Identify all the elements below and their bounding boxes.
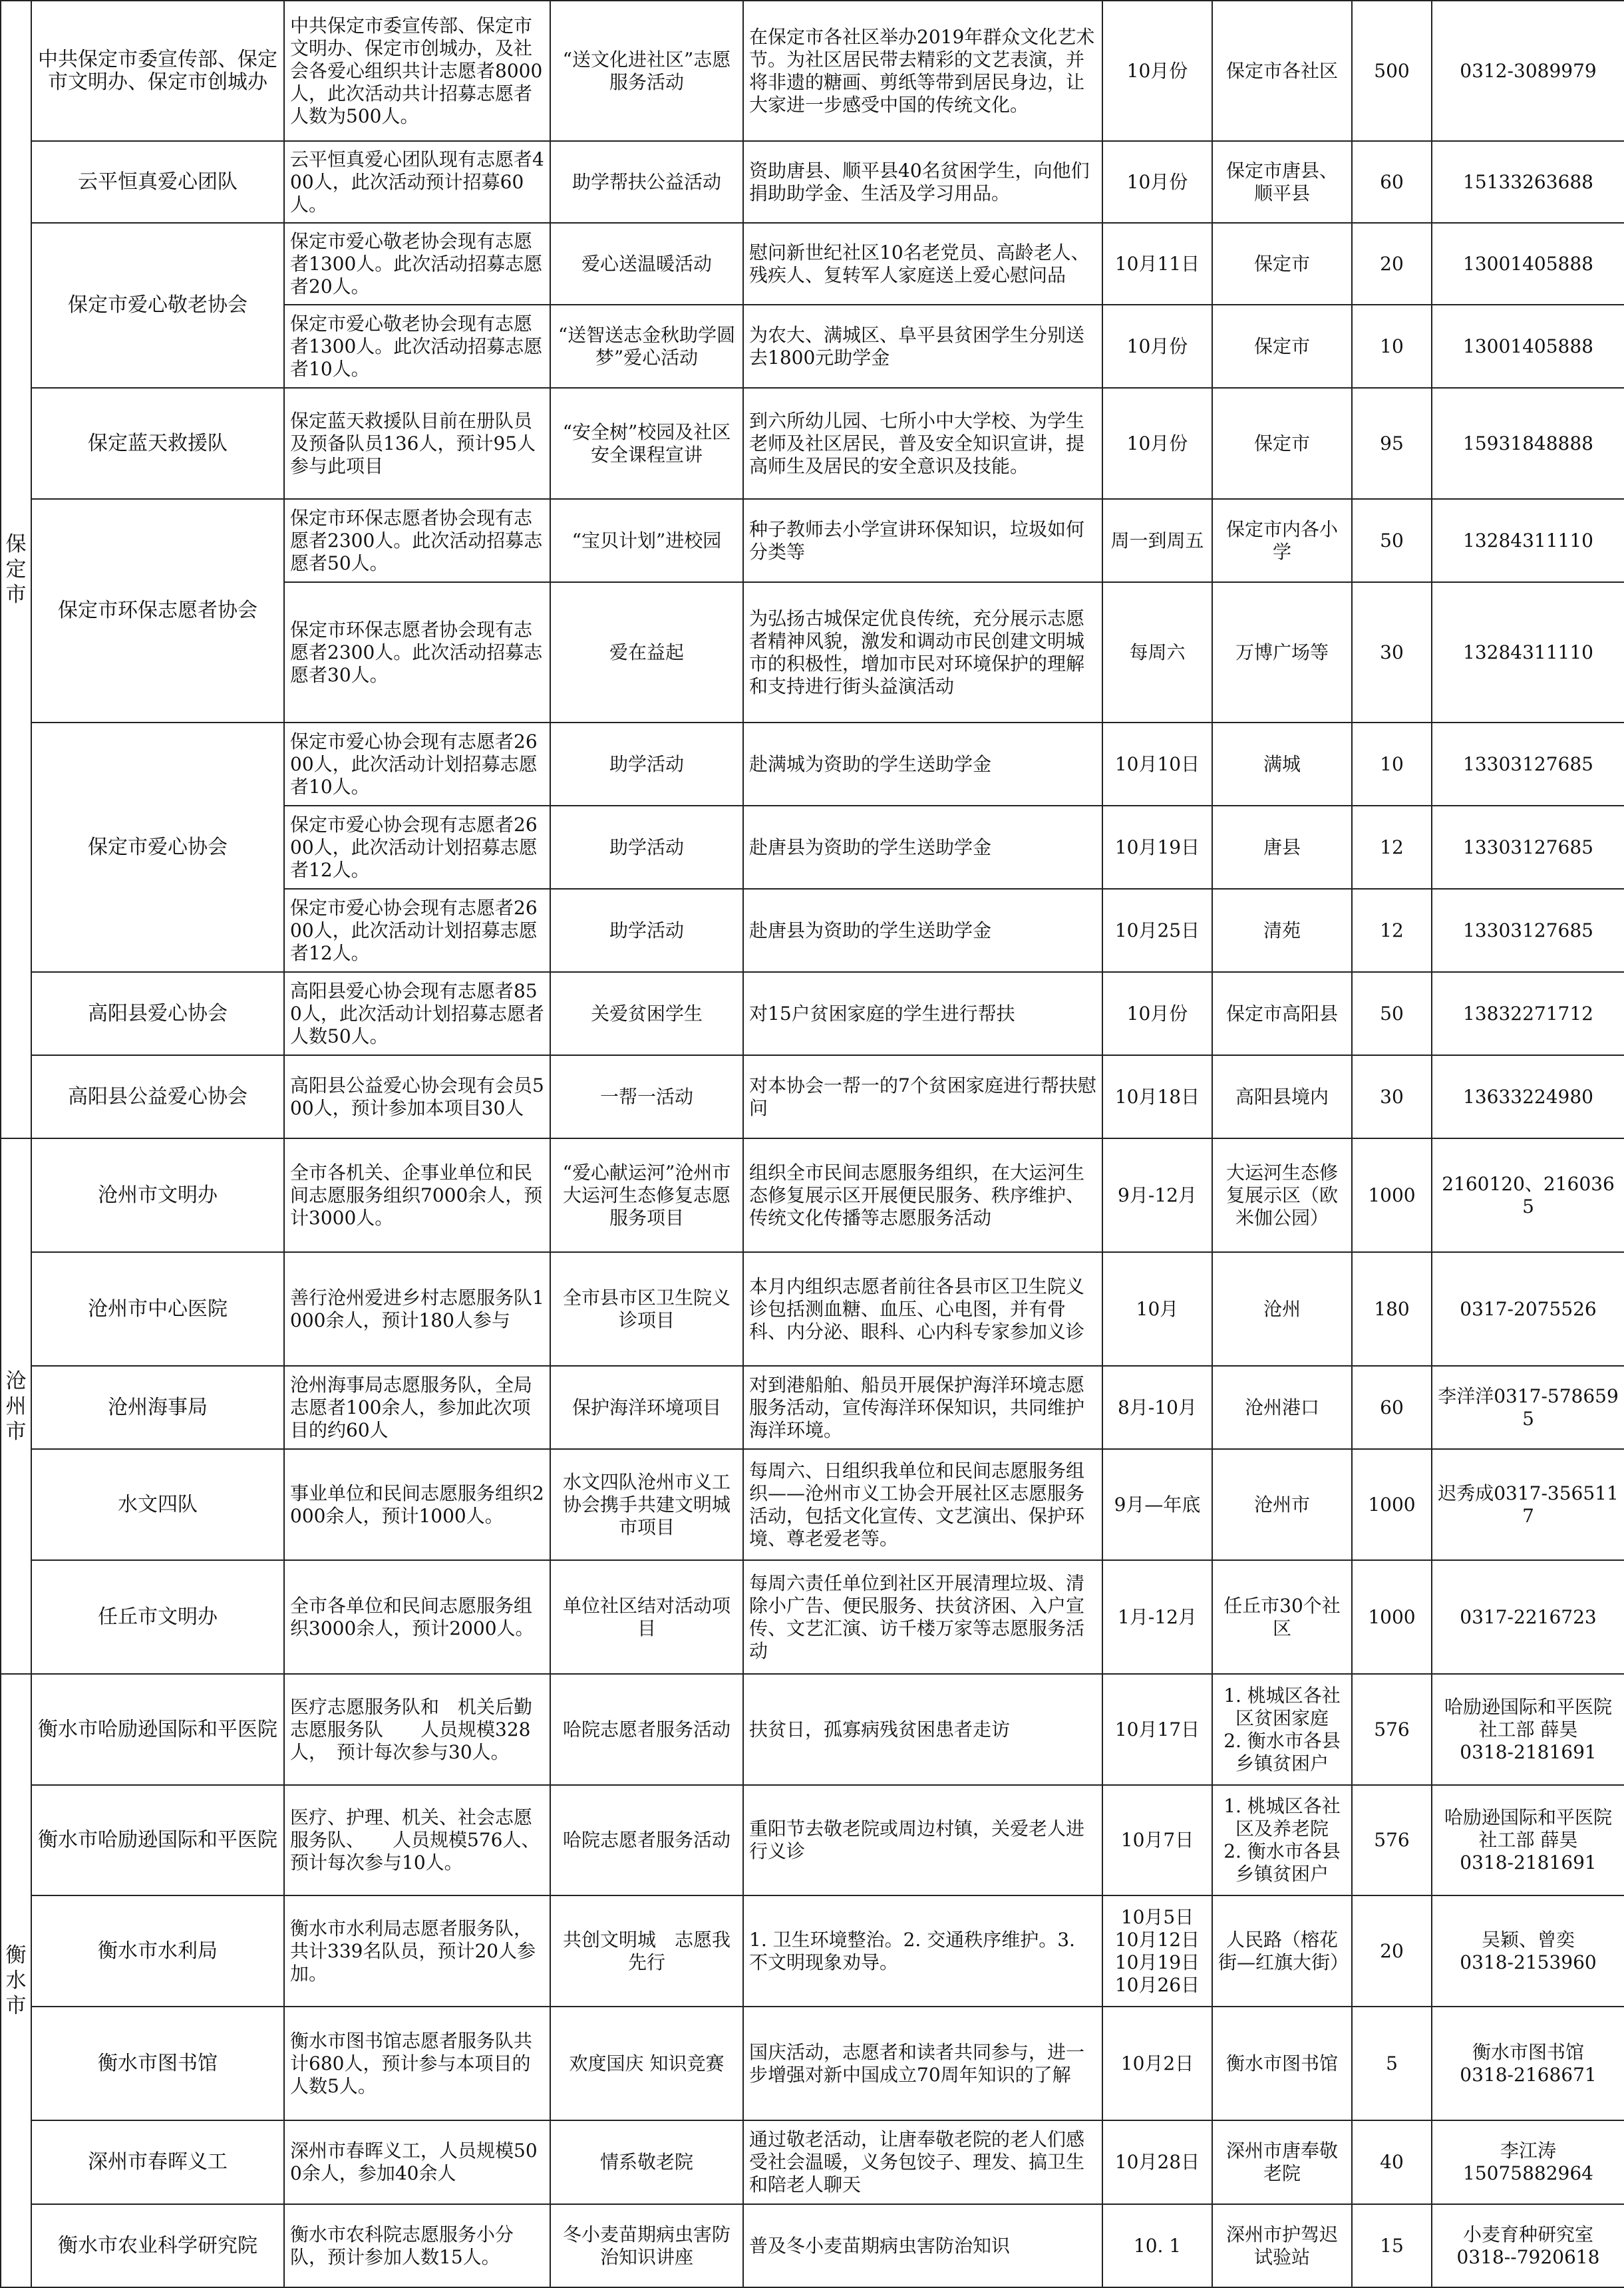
- city-cell: 衡 水 市: [1, 1674, 31, 2287]
- volunteer-scale-cell: 全市各单位和民间志愿服务组织3000余人，预计2000人。: [284, 1560, 550, 1674]
- participant-count-cell: 576: [1352, 1674, 1432, 1785]
- activity-content-cell: 普及冬小麦苗期病虫害防治知识: [743, 2204, 1102, 2287]
- location-cell: 保定市: [1212, 305, 1352, 388]
- volunteer-scale-cell: 保定市爱心敬老协会现有志愿者1300人。此次活动招募志愿者10人。: [284, 305, 550, 388]
- activity-time-cell: 10月2日: [1102, 2007, 1212, 2120]
- table-row: [1, 723, 1624, 806]
- project-name-cell: 爱心送温暖活动: [550, 223, 743, 305]
- project-name-cell: 全市县市区卫生院义诊项目: [550, 1252, 743, 1366]
- participant-count-cell: 12: [1352, 806, 1432, 889]
- contact-cell: 0312-3089979: [1432, 1, 1624, 141]
- project-name-cell: 助学帮扶公益活动: [550, 141, 743, 223]
- location-cell: 人民路（榕花街—红旗大街）: [1212, 1895, 1352, 2007]
- table-row: [1, 972, 1624, 1055]
- location-cell: 保定市唐县、顺平县: [1212, 141, 1352, 223]
- volunteer-scale-cell: 保定市爱心协会现有志愿者2600人，此次活动计划招募志愿者12人。: [284, 889, 550, 972]
- activity-time-cell: 8月-10月: [1102, 1366, 1212, 1449]
- location-cell: 沧州港口: [1212, 1366, 1352, 1449]
- participant-count-cell: 15: [1352, 2204, 1432, 2287]
- table-row: [1, 1366, 1624, 1449]
- org-name-cell: 沧州市文明办: [31, 1138, 284, 1252]
- volunteer-scale-cell: 高阳县爱心协会现有志愿者850人，此次活动计划招募志愿者人数50人。: [284, 972, 550, 1055]
- location-cell: 沧州市: [1212, 1449, 1352, 1560]
- activity-time-cell: 1月-12月: [1102, 1560, 1212, 1674]
- activity-content-cell: 通过敬老活动，让唐奉敬老院的老人们感受社会温暖，义务包饺子、理发、搞卫生和陪老人聊天: [743, 2120, 1102, 2204]
- contact-cell: 0317-2075526: [1432, 1252, 1624, 1366]
- org-name-cell: 水文四队: [31, 1449, 284, 1560]
- participant-count-cell: 1000: [1352, 1138, 1432, 1252]
- table-row: [1, 1, 1624, 141]
- location-cell: 保定市: [1212, 388, 1352, 499]
- activity-time-cell: 10月5日 10月12日 10月19日 10月26日: [1102, 1895, 1212, 2007]
- contact-cell: 13303127685: [1432, 723, 1624, 806]
- org-name-cell: 高阳县公益爱心协会: [31, 1055, 284, 1138]
- activity-time-cell: 周一到周五: [1102, 499, 1212, 582]
- volunteer-scale-cell: 深州市春晖义工，人员规模500余人，参加40余人: [284, 2120, 550, 2204]
- project-name-cell: 助学活动: [550, 806, 743, 889]
- project-name-cell: “爱心献运河”沧州市大运河生态修复志愿服务项目: [550, 1138, 743, 1252]
- table-row: [1, 1674, 1624, 1785]
- contact-cell: 哈励逊国际和平医院 社工部 薛昊 0318-2181691: [1432, 1785, 1624, 1895]
- activity-content-cell: 组织全市民间志愿服务组织，在大运河生态修复展示区开展便民服务、秩序维护、传统文化传播等志愿服务活动: [743, 1138, 1102, 1252]
- participant-count-cell: 576: [1352, 1785, 1432, 1895]
- volunteer-scale-cell: 善行沧州爱进乡村志愿服务队1000余人，预计180人参与: [284, 1252, 550, 1366]
- participant-count-cell: 1000: [1352, 1449, 1432, 1560]
- participant-count-cell: 60: [1352, 141, 1432, 223]
- activity-time-cell: 10月25日: [1102, 889, 1212, 972]
- table-row: [1, 1560, 1624, 1674]
- location-cell: 1. 桃城区各社区及养老院 2. 衡水市各县乡镇贫困户: [1212, 1785, 1352, 1895]
- location-cell: 大运河生态修复展示区（欧米伽公园）: [1212, 1138, 1352, 1252]
- location-cell: 高阳县境内: [1212, 1055, 1352, 1138]
- project-name-cell: 共创文明城 志愿我先行: [550, 1895, 743, 2007]
- contact-cell: 小麦育种研究室 0318--7920618: [1432, 2204, 1624, 2287]
- participant-count-cell: 20: [1352, 223, 1432, 305]
- activity-time-cell: 10月11日: [1102, 223, 1212, 305]
- activity-content-cell: 慰问新世纪社区10名老党员、高龄老人、残疾人、复转军人家庭送上爱心慰问品: [743, 223, 1102, 305]
- city-cell: 保 定 市: [1, 1, 31, 1138]
- contact-cell: 迟秀成0317-3565117: [1432, 1449, 1624, 1560]
- table-body: [1, 1, 1624, 2287]
- activity-time-cell: 10月10日: [1102, 723, 1212, 806]
- participant-count-cell: 40: [1352, 2120, 1432, 2204]
- location-cell: 保定市: [1212, 223, 1352, 305]
- volunteer-scale-cell: 事业单位和民间志愿服务组织2000余人，预计1000人。: [284, 1449, 550, 1560]
- location-cell: 深州市护驾迟试验站: [1212, 2204, 1352, 2287]
- activity-time-cell: 10月份: [1102, 972, 1212, 1055]
- table-row: [1, 499, 1624, 582]
- contact-cell: 13633224980: [1432, 1055, 1624, 1138]
- location-cell: 满城: [1212, 723, 1352, 806]
- activity-content-cell: 种子教师去小学宣讲环保知识，垃圾如何分类等: [743, 499, 1102, 582]
- activity-time-cell: 10月份: [1102, 141, 1212, 223]
- activity-content-cell: 本月内组织志愿者前往各县市区卫生院义诊包括测血糖、血压、心电图，并有骨科、内分泌、眼科、心内科专家参加义诊: [743, 1252, 1102, 1366]
- location-cell: 万博广场等: [1212, 582, 1352, 723]
- contact-cell: 15133263688: [1432, 141, 1624, 223]
- org-name-cell: 高阳县爱心协会: [31, 972, 284, 1055]
- activity-content-cell: 到六所幼儿园、七所小中大学校、为学生老师及社区居民，普及安全知识宣讲，提高师生及居民的安全意识及技能。: [743, 388, 1102, 499]
- volunteer-scale-cell: 衡水市水利局志愿者服务队，共计339名队员，预计20人参加。: [284, 1895, 550, 2007]
- participant-count-cell: 10: [1352, 305, 1432, 388]
- location-cell: 保定市高阳县: [1212, 972, 1352, 1055]
- activity-content-cell: 资助唐县、顺平县40名贫困学生，向他们捐助助学金、生活及学习用品。: [743, 141, 1102, 223]
- org-name-cell: 任丘市文明办: [31, 1560, 284, 1674]
- location-cell: 任丘市30个社区: [1212, 1560, 1352, 1674]
- contact-cell: 0317-2216723: [1432, 1560, 1624, 1674]
- table-row: [1, 2120, 1624, 2204]
- contact-cell: 衡水市图书馆 0318-2168671: [1432, 2007, 1624, 2120]
- org-name-cell: 保定市爱心敬老协会: [31, 223, 284, 388]
- volunteer-scale-cell: 沧州海事局志愿服务队，全局志愿者100余人，参加此次项目的约60人: [284, 1366, 550, 1449]
- project-name-cell: 单位社区结对活动项目: [550, 1560, 743, 1674]
- project-name-cell: 欢度国庆 知识竞赛: [550, 2007, 743, 2120]
- activity-content-cell: 赴唐县为资助的学生送助学金: [743, 889, 1102, 972]
- activity-content-cell: 对本协会一帮一的7个贫困家庭进行帮扶慰问: [743, 1055, 1102, 1138]
- participant-count-cell: 1000: [1352, 1560, 1432, 1674]
- activity-time-cell: 10月28日: [1102, 2120, 1212, 2204]
- org-name-cell: 云平恒真爱心团队: [31, 141, 284, 223]
- participant-count-cell: 180: [1352, 1252, 1432, 1366]
- activity-time-cell: 10月19日: [1102, 806, 1212, 889]
- volunteer-scale-cell: 医疗、护理、机关、社会志愿服务队、 人员规模576人、 预计每次参与10人。: [284, 1785, 550, 1895]
- table-row: [1, 1055, 1624, 1138]
- table-row: [1, 2007, 1624, 2120]
- participant-count-cell: 30: [1352, 1055, 1432, 1138]
- table-row: [1, 1138, 1624, 1252]
- participant-count-cell: 30: [1352, 582, 1432, 723]
- contact-cell: 2160120、2160365: [1432, 1138, 1624, 1252]
- participant-count-cell: 50: [1352, 499, 1432, 582]
- org-name-cell: 保定蓝天救援队: [31, 388, 284, 499]
- project-name-cell: “安全树”校园及社区安全课程宣讲: [550, 388, 743, 499]
- table-row: [1, 1895, 1624, 2007]
- volunteer-scale-cell: 全市各机关、企事业单位和民间志愿服务组织7000余人，预计3000人。: [284, 1138, 550, 1252]
- contact-cell: 13303127685: [1432, 889, 1624, 972]
- participant-count-cell: 60: [1352, 1366, 1432, 1449]
- project-name-cell: 爱在益起: [550, 582, 743, 723]
- org-name-cell: 沧州市中心医院: [31, 1252, 284, 1366]
- contact-cell: 李洋洋0317-5786595: [1432, 1366, 1624, 1449]
- activity-content-cell: 扶贫日，孤寡病残贫困患者走访: [743, 1674, 1102, 1785]
- org-name-cell: 保定市环保志愿者协会: [31, 499, 284, 723]
- org-name-cell: 衡水市哈励逊国际和平医院: [31, 1674, 284, 1785]
- project-name-cell: 一帮一活动: [550, 1055, 743, 1138]
- participant-count-cell: 500: [1352, 1, 1432, 141]
- project-name-cell: 情系敬老院: [550, 2120, 743, 2204]
- activity-time-cell: 10月18日: [1102, 1055, 1212, 1138]
- volunteer-scale-cell: 衡水市农科院志愿服务小分队，预计参加人数15人。: [284, 2204, 550, 2287]
- location-cell: 保定市各社区: [1212, 1, 1352, 141]
- activity-content-cell: 为弘扬古城保定优良传统，充分展示志愿者精神风貌，激发和调动市民创建文明城市的积极性，增加市民对环境保护的理解和支持进行街头益演活动: [743, 582, 1102, 723]
- volunteer-scale-cell: 医疗志愿服务队和 机关后勤志愿服务队 人员规模328人， 预计每次参与30人。: [284, 1674, 550, 1785]
- activity-time-cell: 10月份: [1102, 305, 1212, 388]
- project-name-cell: “送智送志金秋助学圆梦”爱心活动: [550, 305, 743, 388]
- project-name-cell: “宝贝计划”进校园: [550, 499, 743, 582]
- table-row: [1, 141, 1624, 223]
- contact-cell: 李江涛 15075882964: [1432, 2120, 1624, 2204]
- project-name-cell: 哈院志愿者服务活动: [550, 1785, 743, 1895]
- project-name-cell: 保护海洋环境项目: [550, 1366, 743, 1449]
- city-cell: 沧 州 市: [1, 1138, 31, 1674]
- org-name-cell: 保定市爱心协会: [31, 723, 284, 972]
- project-name-cell: “送文化进社区”志愿服务活动: [550, 1, 743, 141]
- volunteer-scale-cell: 保定市环保志愿者协会现有志愿者2300人。此次活动招募志愿者50人。: [284, 499, 550, 582]
- contact-cell: 13001405888: [1432, 223, 1624, 305]
- volunteer-scale-cell: 保定市爱心协会现有志愿者2600人，此次活动计划招募志愿者10人。: [284, 723, 550, 806]
- contact-cell: 13284311110: [1432, 582, 1624, 723]
- contact-cell: 15931848888: [1432, 388, 1624, 499]
- activity-content-cell: 对15户贫困家庭的学生进行帮扶: [743, 972, 1102, 1055]
- contact-cell: 吴颖、曾奕 0318-2153960: [1432, 1895, 1624, 2007]
- activity-time-cell: 10月17日: [1102, 1674, 1212, 1785]
- contact-cell: 13284311110: [1432, 499, 1624, 582]
- activity-content-cell: 每周六、日组织我单位和民间志愿服务组织——沧州市义工协会开展社区志愿服务活动，包括文化宣传、文艺演出、保护环境、尊老爱老等。: [743, 1449, 1102, 1560]
- location-cell: 深州市唐奉敬老院: [1212, 2120, 1352, 2204]
- volunteer-scale-cell: 保定市爱心敬老协会现有志愿者1300人。此次活动招募志愿者20人。: [284, 223, 550, 305]
- activity-content-cell: 为农大、满城区、阜平县贫困学生分别送去1800元助学金: [743, 305, 1102, 388]
- location-cell: 沧州: [1212, 1252, 1352, 1366]
- project-name-cell: 助学活动: [550, 723, 743, 806]
- table-row: [1, 1449, 1624, 1560]
- volunteer-scale-cell: 高阳县公益爱心协会现有会员500人，预计参加本项目30人: [284, 1055, 550, 1138]
- volunteer-scale-cell: 保定市爱心协会现有志愿者2600人，此次活动计划招募志愿者12人。: [284, 806, 550, 889]
- contact-cell: 哈励逊国际和平医院 社工部 薛昊 0318-2181691: [1432, 1674, 1624, 1785]
- activity-content-cell: 每周六责任单位到社区开展清理垃圾、清除小广告、便民服务、扶贫济困、入户宣传、文艺汇演、访千楼万家等志愿服务活动: [743, 1560, 1102, 1674]
- activity-time-cell: 10月份: [1102, 1, 1212, 141]
- contact-cell: 13303127685: [1432, 806, 1624, 889]
- activity-content-cell: 1. 卫生环境整治。2. 交通秩序维护。3. 不文明现象劝导。: [743, 1895, 1102, 2007]
- activity-content-cell: 在保定市各社区举办2019年群众文化艺术节。为社区居民带去精彩的文艺表演，并将非遗的糖画、剪纸等带到居民身边，让大家进一步感受中国的传统文化。: [743, 1, 1102, 141]
- org-name-cell: 中共保定市委宣传部、保定市文明办、保定市创城办: [31, 1, 284, 141]
- activity-time-cell: 10. 1: [1102, 2204, 1212, 2287]
- org-name-cell: 沧州海事局: [31, 1366, 284, 1449]
- participant-count-cell: 50: [1352, 972, 1432, 1055]
- org-name-cell: 衡水市水利局: [31, 1895, 284, 2007]
- location-cell: 1. 桃城区各社区贫困家庭 2. 衡水市各县乡镇贫困户: [1212, 1674, 1352, 1785]
- activity-content-cell: 重阳节去敬老院或周边村镇，关爱老人进行义诊: [743, 1785, 1102, 1895]
- volunteer-scale-cell: 保定市环保志愿者协会现有志愿者2300人。此次活动招募志愿者30人。: [284, 582, 550, 723]
- table-row: [1, 388, 1624, 499]
- table-row: [1, 1785, 1624, 1895]
- activity-time-cell: 9月—年底: [1102, 1449, 1212, 1560]
- volunteer-scale-cell: 保定蓝天救援队目前在册队员及预备队员136人，预计95人参与此项目: [284, 388, 550, 499]
- activity-time-cell: 10月: [1102, 1252, 1212, 1366]
- volunteer-scale-cell: 衡水市图书馆志愿者服务队共计680人，预计参与本项目的人数5人。: [284, 2007, 550, 2120]
- participant-count-cell: 95: [1352, 388, 1432, 499]
- project-name-cell: 哈院志愿者服务活动: [550, 1674, 743, 1785]
- org-name-cell: 衡水市图书馆: [31, 2007, 284, 2120]
- participant-count-cell: 20: [1352, 1895, 1432, 2007]
- location-cell: 保定市内各小学: [1212, 499, 1352, 582]
- location-cell: 唐县: [1212, 806, 1352, 889]
- project-name-cell: 冬小麦苗期病虫害防治知识讲座: [550, 2204, 743, 2287]
- table-row: [1, 223, 1624, 305]
- org-name-cell: 深州市春晖义工: [31, 2120, 284, 2204]
- activity-time-cell: 10月7日: [1102, 1785, 1212, 1895]
- location-cell: 清苑: [1212, 889, 1352, 972]
- activity-time-cell: 9月-12月: [1102, 1138, 1212, 1252]
- volunteer-scale-cell: 云平恒真爱心团队现有志愿者400人，此次活动预计招募60人。: [284, 141, 550, 223]
- table-row: [1, 1252, 1624, 1366]
- participant-count-cell: 10: [1352, 723, 1432, 806]
- org-name-cell: 衡水市农业科学研究院: [31, 2204, 284, 2287]
- activity-content-cell: 对到港船舶、船员开展保护海洋环境志愿服务活动，宣传海洋环保知识，共同维护海洋环境。: [743, 1366, 1102, 1449]
- table-row: [1, 2204, 1624, 2287]
- activity-content-cell: 赴唐县为资助的学生送助学金: [743, 806, 1102, 889]
- location-cell: 衡水市图书馆: [1212, 2007, 1352, 2120]
- project-name-cell: 助学活动: [550, 889, 743, 972]
- contact-cell: 13001405888: [1432, 305, 1624, 388]
- participant-count-cell: 5: [1352, 2007, 1432, 2120]
- activity-time-cell: 每周六: [1102, 582, 1212, 723]
- participant-count-cell: 12: [1352, 889, 1432, 972]
- contact-cell: 13832271712: [1432, 972, 1624, 1055]
- project-name-cell: 水文四队沧州市义工协会携手共建文明城市项目: [550, 1449, 743, 1560]
- project-name-cell: 关爱贫困学生: [550, 972, 743, 1055]
- volunteer-scale-cell: 中共保定市委宣传部、保定市文明办、保定市创城办，及社会各爱心组织共计志愿者8000人，此次活动共计招募志愿者人数为500人。: [284, 1, 550, 141]
- activity-content-cell: 赴满城为资助的学生送助学金: [743, 723, 1102, 806]
- org-name-cell: 衡水市哈励逊国际和平医院: [31, 1785, 284, 1895]
- activity-time-cell: 10月份: [1102, 388, 1212, 499]
- activity-content-cell: 国庆活动，志愿者和读者共同参与，进一步增强对新中国成立70周年知识的了解: [743, 2007, 1102, 2120]
